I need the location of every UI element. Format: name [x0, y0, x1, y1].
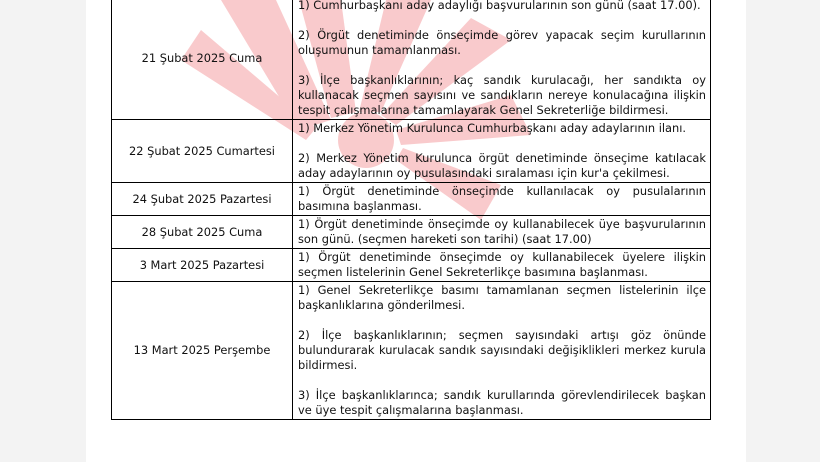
item-text: 1) Genel Sekreterlikçe basımı tamamlanan seçmen listelerinin ilçe başkanlıklarına gönderilmesi.	[298, 283, 706, 312]
items-cell	[293, 120, 711, 183]
table-row	[112, 183, 711, 216]
table-row	[112, 0, 711, 120]
item-text: 1) Merkez Yönetim Kurulunca Cumhurbaşkanı aday adaylarının ilanı.	[298, 121, 687, 135]
table-row	[112, 249, 711, 282]
items-cell	[293, 183, 711, 216]
items-cell	[293, 249, 711, 282]
item-text: 3) İlçe başkanlıklarınca; sandık kurullarında görevlendirilecek başkan ve üye tespit çalışmalarına başlanması.	[298, 388, 706, 417]
table-row	[112, 282, 711, 420]
date-cell: 21 Şubat 2025 Cuma	[112, 0, 293, 120]
date-cell: 22 Şubat 2025 Cumartesi	[112, 120, 293, 183]
item-text: 2) Örgüt denetiminde önseçimde görev yapacak seçim kurullarının oluşumunun tamamlanması.	[298, 28, 706, 57]
item-text: 3) İlçe başkanlıklarının; kaç sandık kurulacağı, her sandıkta oy kullanacak seçmen sayısını ve sandıkların nereye konulacağına ilişkin tespit çalışmalarına tamamlayarak Genel Sekreterliğe bildirmesi.	[298, 73, 706, 117]
election-schedule-table	[111, 0, 711, 420]
document-page	[86, 0, 746, 462]
item-text: 1) Örgüt denetiminde önseçimde kullanılacak oy pusulalarının basımına başlanması.	[298, 184, 706, 213]
item-text: 1) Örgüt denetiminde önseçimde oy kullanabilecek üyelere ilişkin seçmen listelerinin Genel Sekreterlikçe basımına başlanması.	[298, 250, 706, 279]
items-cell	[293, 0, 711, 120]
items-cell	[293, 282, 711, 420]
table-row	[112, 120, 711, 183]
item-text: 2) İlçe başkanlıklarının; seçmen sayısındaki artışı göz önünde bulundurarak kurulacak sandık sayısındaki değişiklikleri merkez kurula bildirmesi.	[298, 328, 706, 372]
date-cell: 3 Mart 2025 Pazartesi	[112, 249, 293, 282]
date-cell: 24 Şubat 2025 Pazartesi	[112, 183, 293, 216]
item-text: 1) Cumhurbaşkanı aday adaylığı başvurularının son günü (saat 17.00).	[298, 0, 701, 12]
item-text: 1) Örgüt denetiminde önseçimde oy kullanabilecek üye başvurularının son günü. (seçmen hareketi son tarihi) (saat 17.00)	[298, 217, 706, 246]
item-text: 2) Merkez Yönetim Kurulunca örgüt denetiminde önseçime katılacak aday adaylarının oy pusulasındaki sıralaması için kur'a çekilmesi.	[298, 151, 706, 180]
date-cell: 28 Şubat 2025 Cuma	[112, 216, 293, 249]
table-row	[112, 216, 711, 249]
items-cell	[293, 216, 711, 249]
date-cell: 13 Mart 2025 Perşembe	[112, 282, 293, 420]
